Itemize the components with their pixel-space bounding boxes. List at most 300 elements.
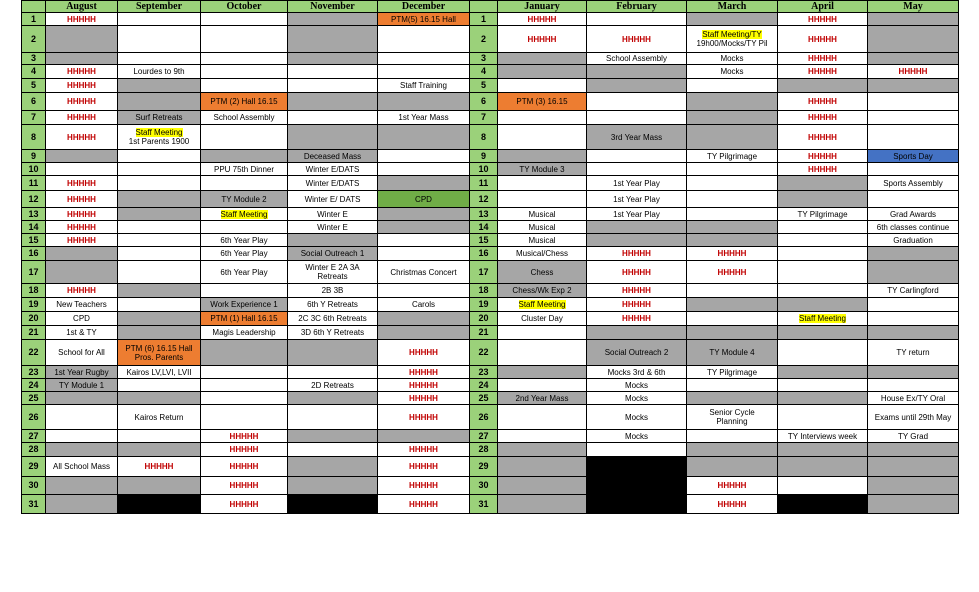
event-text: Winter E/DATS: [305, 178, 360, 188]
event-cell: [586, 391, 687, 405]
event-text: PPU 75th Dinner: [213, 164, 275, 174]
holiday-mark: HHHHH: [409, 380, 438, 390]
event-cell: [497, 260, 587, 284]
day-number: 9: [21, 149, 46, 163]
holiday-mark: HHHHH: [67, 209, 96, 219]
event-text: Social Outreach 2: [604, 348, 669, 357]
holiday-mark: HHHHH: [67, 81, 96, 90]
calendar-cell: [117, 190, 201, 208]
holiday-cell: [686, 246, 778, 261]
calendar-cell: [377, 25, 470, 53]
holiday-mark: HHHHH: [229, 499, 259, 509]
calendar-cell: [200, 378, 288, 392]
holiday-cell: [200, 429, 288, 443]
event-text: TY Interviews week: [787, 431, 858, 441]
calendar-cell: [287, 404, 378, 430]
calendar-cell: [867, 92, 959, 111]
calendar-cell: [200, 78, 288, 93]
event-text: Staff Meeting: [518, 300, 566, 309]
day-number: 21: [469, 325, 498, 340]
calendar-cell: [686, 207, 778, 221]
day-number: 30: [469, 476, 498, 495]
calendar-cell: [586, 220, 687, 234]
event-cell: [287, 149, 378, 163]
calendar-cell: [497, 378, 587, 392]
day-number: 17: [469, 260, 498, 284]
calendar-cell: [586, 110, 687, 125]
holiday-mark: HHHHH: [67, 97, 96, 106]
event-text: School Assembly: [213, 113, 275, 122]
calendar-cell: [686, 378, 778, 392]
calendar-cell: [686, 391, 778, 405]
day-number: 27: [21, 429, 46, 443]
holiday-cell: [777, 124, 868, 150]
day-number: 31: [21, 494, 46, 514]
holiday-cell: [377, 442, 470, 457]
calendar-cell: [117, 92, 201, 111]
day-number: 26: [469, 404, 498, 430]
event-text: TY Pilgrimage: [706, 367, 758, 377]
holiday-cell: [497, 25, 587, 53]
calendar-cell: [200, 25, 288, 53]
calendar-cell: [377, 175, 470, 191]
event-cell: [377, 12, 470, 26]
calendar-cell: [287, 110, 378, 125]
calendar-cell: [867, 246, 959, 261]
holiday-mark: HHHHH: [67, 132, 96, 142]
holiday-mark: HHHHH: [229, 445, 259, 454]
event-text: 1st Year Rugby: [54, 367, 109, 377]
calendar-cell: [867, 494, 959, 514]
holiday-cell: [45, 207, 118, 221]
holiday-mark: HHHHH: [409, 499, 438, 509]
event-text: 2C 3C 6th Retreats: [298, 314, 367, 323]
holiday-mark: HHHHH: [717, 499, 747, 509]
day-number: 15: [21, 233, 46, 247]
event-cell: [287, 283, 378, 298]
event-text: PTM(5) 16.15 Hall: [391, 14, 456, 24]
event-cell: [497, 220, 587, 234]
event-text: Musical: [528, 209, 556, 219]
calendar-cell: [867, 297, 959, 312]
event-text: TY Module 3: [519, 164, 565, 174]
calendar-cell: [777, 246, 868, 261]
holiday-cell: [686, 260, 778, 284]
day-number: 10: [469, 162, 498, 176]
day-number: 2: [21, 25, 46, 53]
event-cell: [497, 297, 587, 312]
calendar-cell: [586, 149, 687, 163]
holiday-mark: HHHHH: [409, 445, 438, 454]
event-cell: [497, 162, 587, 176]
calendar-cell: [867, 78, 959, 93]
calendar-cell: [777, 260, 868, 284]
event-text: Mocks: [624, 380, 649, 390]
holiday-cell: [777, 64, 868, 79]
calendar-cell: [117, 78, 201, 93]
holiday-cell: [586, 311, 687, 326]
holiday-mark: HHHHH: [67, 222, 96, 232]
holiday-cell: [200, 494, 288, 514]
day-number: 20: [21, 311, 46, 326]
holiday-mark: HHHHH: [622, 267, 651, 277]
calendar-cell: [686, 110, 778, 125]
calendar-cell: [117, 175, 201, 191]
calendar-cell: [377, 283, 470, 298]
holiday-cell: [45, 175, 118, 191]
day-number: 11: [21, 175, 46, 191]
calendar-cell: [200, 365, 288, 379]
day-number: 30: [21, 476, 46, 495]
event-cell: [377, 78, 470, 93]
calendar-cell: [867, 12, 959, 26]
event-text: Staff Meeting: [135, 128, 183, 137]
calendar-cell: [686, 12, 778, 26]
event-text: House Ex/TY Oral: [880, 393, 946, 403]
calendar-cell: [287, 124, 378, 150]
calendar-cell: [686, 92, 778, 111]
holiday-cell: [686, 494, 778, 514]
event-text: Kairos LV,LVI, LVII: [126, 367, 192, 377]
month-header: March: [686, 0, 778, 13]
holiday-mark: HHHHH: [808, 132, 837, 142]
holiday-mark: HHHHH: [409, 462, 438, 471]
holiday-cell: [777, 110, 868, 125]
holiday-cell: [377, 378, 470, 392]
month-header: May: [867, 0, 959, 13]
month-header: November: [287, 0, 378, 13]
event-text: Carols: [411, 300, 436, 309]
holiday-cell: [377, 476, 470, 495]
day-number: 16: [469, 246, 498, 261]
event-text: Magis Leadership: [212, 328, 276, 337]
holiday-cell: [586, 260, 687, 284]
day-number: 19: [21, 297, 46, 312]
calendar-cell: [777, 404, 868, 430]
event-text: Staff Meeting: [799, 314, 846, 323]
calendar-cell: [287, 92, 378, 111]
event-text: Staff Meeting: [220, 209, 268, 219]
holiday-mark: HHHHH: [409, 393, 438, 403]
holiday-cell: [686, 476, 778, 495]
event-text: TY Pilgrimage: [797, 209, 848, 219]
event-text: Mocks: [720, 67, 744, 76]
event-cell: [586, 190, 687, 208]
calendar-cell: [117, 391, 201, 405]
event-text: Musical: [528, 222, 556, 232]
day-number: 14: [469, 220, 498, 234]
holiday-cell: [777, 149, 868, 163]
event-cell: [867, 175, 959, 191]
event-cell: [287, 175, 378, 191]
calendar-cell: [377, 124, 470, 150]
event-text: Mocks 3rd & 6th: [607, 367, 666, 377]
calendar-cell: [497, 404, 587, 430]
event-text: Musical/Chess: [515, 249, 568, 258]
event-cell: [200, 325, 288, 340]
calendar-cell: [686, 162, 778, 176]
calendar-cell: [867, 25, 959, 53]
holiday-mark: HHHHH: [622, 34, 651, 44]
holiday-mark: HHHHH: [409, 481, 438, 490]
calendar-cell: [45, 246, 118, 261]
event-cell: [45, 297, 118, 312]
event-text: Sports Assembly: [883, 178, 943, 188]
calendar-cell: [497, 175, 587, 191]
calendar-cell: [686, 220, 778, 234]
event-text: Exams until 29th May: [874, 412, 952, 422]
holiday-mark: HHHHH: [144, 462, 174, 471]
event-cell: [287, 311, 378, 326]
month-header: October: [200, 0, 288, 13]
event-cell: [45, 311, 118, 326]
holiday-mark: HHHHH: [898, 67, 928, 76]
calendar-cell: [777, 220, 868, 234]
event-text: TY Carlingford: [887, 286, 939, 295]
holiday-cell: [45, 220, 118, 234]
holiday-mark: HHHHH: [808, 164, 837, 174]
calendar-cell: [117, 297, 201, 312]
calendar-cell: [586, 494, 687, 514]
holiday-mark: HHHHH: [409, 367, 438, 377]
event-text: 1st Year Play: [613, 178, 660, 188]
event-cell: [867, 149, 959, 163]
calendar-cell: [377, 220, 470, 234]
calendar-cell: [497, 64, 587, 79]
holiday-mark: HHHHH: [622, 286, 651, 295]
holiday-cell: [377, 494, 470, 514]
calendar-cell: [777, 325, 868, 340]
calendar-cell: [867, 442, 959, 457]
calendar-cell: [377, 246, 470, 261]
holiday-cell: [586, 246, 687, 261]
holiday-mark: HHHHH: [717, 267, 747, 277]
holiday-mark: HHHHH: [808, 14, 837, 24]
calendar-cell: [377, 233, 470, 247]
event-text-line2: 19h00/Mocks/TY Pil: [696, 39, 768, 48]
calendar-cell: [287, 442, 378, 457]
event-text-line2: Planning: [716, 417, 748, 426]
event-text: 6th classes continue: [876, 222, 950, 232]
calendar-cell: [777, 494, 868, 514]
event-cell: [287, 220, 378, 234]
event-text: School Assembly: [606, 54, 667, 63]
event-cell: [686, 64, 778, 79]
event-text: Musical: [528, 235, 556, 245]
calendar-cell: [45, 162, 118, 176]
event-cell: [200, 297, 288, 312]
calendar-cell: [117, 442, 201, 457]
event-cell: [777, 429, 868, 443]
calendar-cell: [200, 220, 288, 234]
event-text: 6th Year Play: [220, 249, 268, 258]
event-cell: [287, 162, 378, 176]
calendar-cell: [117, 25, 201, 53]
holiday-cell: [45, 283, 118, 298]
calendar-cell: [200, 391, 288, 405]
event-text: Kairos Return: [134, 412, 184, 422]
event-text: 6th Y Retreats: [307, 300, 358, 309]
holiday-mark: HHHHH: [67, 178, 96, 188]
event-cell: [117, 365, 201, 379]
event-text: CPD: [73, 314, 90, 323]
day-number: 29: [21, 456, 46, 477]
event-text: Winter E: [317, 222, 348, 232]
day-number: 2: [469, 25, 498, 53]
event-cell: [867, 283, 959, 298]
event-text: Chess: [530, 267, 554, 277]
holiday-cell: [117, 456, 201, 477]
calendar-cell: [497, 124, 587, 150]
calendar-cell: [777, 190, 868, 208]
calendar-cell: [586, 456, 687, 477]
calendar-cell: [867, 365, 959, 379]
holiday-cell: [777, 25, 868, 53]
event-text-line2: Pros. Parents: [134, 352, 184, 362]
holiday-cell: [377, 456, 470, 477]
day-number: 23: [469, 365, 498, 379]
calendar-cell: [686, 442, 778, 457]
holiday-mark: HHHHH: [527, 34, 557, 44]
event-cell: [200, 92, 288, 111]
calendar-cell: [686, 283, 778, 298]
calendar-cell: [287, 365, 378, 379]
event-text: Surf Retreats: [135, 113, 183, 122]
event-text: Mocks: [720, 54, 744, 63]
calendar-cell: [287, 64, 378, 79]
event-cell: [377, 190, 470, 208]
day-number: 13: [469, 207, 498, 221]
day-number: 26: [21, 404, 46, 430]
holiday-mark: HHHHH: [808, 54, 837, 63]
calendar-cell: [867, 190, 959, 208]
event-cell: [287, 190, 378, 208]
event-cell: [117, 110, 201, 125]
calendar-cell: [586, 476, 687, 495]
event-cell: [377, 297, 470, 312]
calendar-cell: [586, 12, 687, 26]
calendar-cell: [200, 404, 288, 430]
day-number: 24: [21, 378, 46, 392]
event-text: Grad Awards: [889, 209, 937, 219]
event-cell: [586, 429, 687, 443]
event-text: Chess/Wk Exp 2: [512, 286, 572, 295]
holiday-mark: HHHHH: [229, 431, 259, 441]
event-cell: [287, 207, 378, 221]
event-cell: [200, 246, 288, 261]
calendar-cell: [586, 92, 687, 111]
holiday-mark: HHHHH: [67, 235, 96, 245]
holiday-cell: [200, 476, 288, 495]
holiday-cell: [45, 78, 118, 93]
event-text: Social Outreach 1: [300, 249, 365, 258]
holiday-cell: [45, 190, 118, 208]
day-number: 8: [21, 124, 46, 150]
day-number: 4: [21, 64, 46, 79]
holiday-cell: [377, 404, 470, 430]
day-number: 1: [469, 12, 498, 26]
event-text: 1st & TY: [66, 328, 97, 337]
event-text: PTM (1) Hall 16.15: [210, 314, 278, 323]
calendar-cell: [867, 124, 959, 150]
calendar-cell: [686, 233, 778, 247]
calendar-cell: [287, 476, 378, 495]
calendar-cell: [287, 339, 378, 366]
holiday-cell: [586, 283, 687, 298]
calendar-cell: [117, 149, 201, 163]
event-cell: [586, 404, 687, 430]
event-text: 2nd Year Mass: [515, 393, 569, 403]
event-cell: [117, 404, 201, 430]
day-number: 14: [21, 220, 46, 234]
day-number: 19: [469, 297, 498, 312]
calendar-cell: [777, 378, 868, 392]
calendar-cell: [497, 339, 587, 366]
holiday-mark: HHHHH: [67, 14, 96, 24]
calendar-cell: [200, 64, 288, 79]
event-cell: [497, 207, 587, 221]
calendar-cell: [117, 311, 201, 326]
event-cell: [867, 339, 959, 366]
day-number: 28: [469, 442, 498, 457]
month-header: December: [377, 0, 470, 13]
event-cell: [867, 233, 959, 247]
calendar-cell: [497, 110, 587, 125]
event-cell: [287, 325, 378, 340]
month-header: February: [586, 0, 687, 13]
calendar-cell: [117, 429, 201, 443]
event-text: 6th Year Play: [220, 267, 268, 277]
calendar-cell: [497, 190, 587, 208]
event-text: Deceased Mass: [303, 151, 362, 161]
calendar-cell: [117, 162, 201, 176]
event-text: Sports Day: [893, 151, 933, 161]
calendar-cell: [117, 260, 201, 284]
event-cell: [777, 207, 868, 221]
holiday-mark: HHHHH: [409, 348, 438, 357]
calendar-cell: [686, 124, 778, 150]
calendar-cell: [287, 429, 378, 443]
calendar-cell: [497, 494, 587, 514]
month-header: April: [777, 0, 868, 13]
calendar-cell: [117, 207, 201, 221]
calendar-cell: [200, 149, 288, 163]
event-text: All School Mass: [53, 462, 110, 471]
day-number: 5: [469, 78, 498, 93]
calendar-cell: [377, 149, 470, 163]
calendar-cell: [777, 442, 868, 457]
holiday-cell: [45, 92, 118, 111]
day-number: 18: [469, 283, 498, 298]
day-number: 27: [469, 429, 498, 443]
holiday-mark: HHHHH: [67, 67, 96, 76]
day-number: 9: [469, 149, 498, 163]
calendar-cell: [377, 311, 470, 326]
calendar-cell: [497, 442, 587, 457]
event-text: Winter E/ DATS: [304, 194, 361, 204]
holiday-mark: HHHHH: [808, 151, 837, 161]
calendar-cell: [777, 283, 868, 298]
event-text: 2B 3B: [321, 286, 344, 295]
day-number: 6: [469, 92, 498, 111]
event-cell: [586, 339, 687, 366]
calendar-cell: [45, 494, 118, 514]
day-number: 23: [21, 365, 46, 379]
holiday-cell: [586, 297, 687, 312]
event-text: TY Module 1: [58, 380, 105, 390]
calendar-cell: [117, 476, 201, 495]
day-number: 7: [21, 110, 46, 125]
